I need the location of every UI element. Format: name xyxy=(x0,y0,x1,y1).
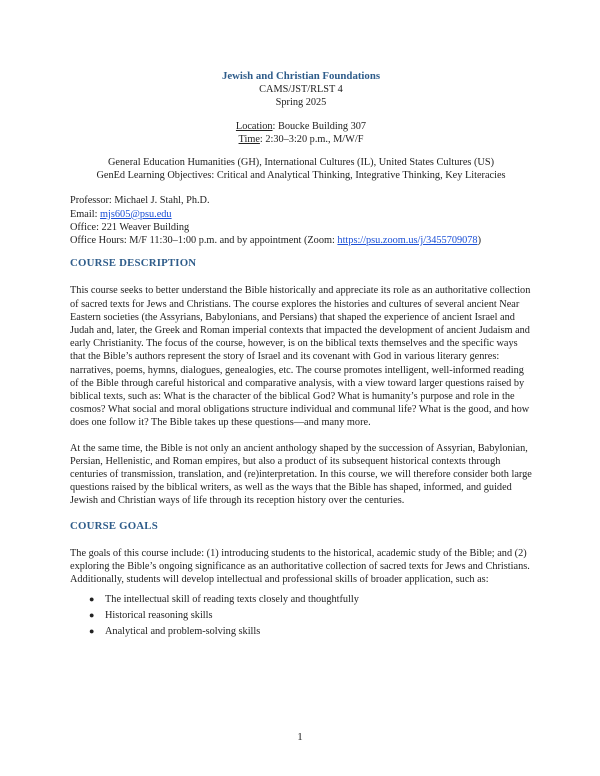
course-description-heading: COURSE DESCRIPTION xyxy=(70,257,197,270)
list-item xyxy=(89,625,532,638)
list-item-text: Historical reasoning skills xyxy=(105,609,213,621)
gen-ed-objectives: GenEd Learning Objectives: Critical and Analytical Thinking, Integrative Thinking, Key Literacies xyxy=(96,170,506,182)
course-code: CAMS/JST/RLST 4 xyxy=(259,84,343,96)
email-label: Email: xyxy=(70,208,101,220)
location-label: Location xyxy=(235,120,273,132)
course-time xyxy=(70,133,532,146)
email-link[interactable]: mjs605@psu.edu xyxy=(100,208,172,220)
zoom-link[interactable]: https://psu.zoom.us/j/3455709078 xyxy=(337,235,478,247)
office-location: Office: 221 Weaver Building xyxy=(70,221,190,233)
email-line xyxy=(70,208,532,221)
description-paragraph-1: This course seeks to better understand the Bible historically and appreciate its role as an authoritative collection of sacred texts for Jews and Christians. The course explores the histories and cultures of several ancient Near Eastern societies (the Assyrians, Babylonians, and Persians) that shaped the experience of ancient Israel and Judah and, later, the Greek and Roman imperial contexts that impacted the development of ancient Judaism and early Christianity. The focus of the course, however, is on the biblical texts themselves and the specific ways that the Bible’s authors represent the story of Israel and its covenant with God in various literary genres: narratives, poems, hymns, dialogues, genealogies, etc. The course promotes intelligent, well-informed reading of the Bible through careful historical and comparative analysis, with a view toward larger questions raised by biblical texts, such as: What is the character of the biblical God? What is humanity’s purpose and role in the cosmos? What social and moral obligations structure individual and communal life? What is the good, and how does one follow it? The Bible takes up these questions—and many more. xyxy=(70,285,531,429)
course-location xyxy=(70,120,532,133)
instructor-info xyxy=(70,194,532,247)
office-hours-close: ) xyxy=(477,235,482,247)
course-header xyxy=(70,70,532,182)
skills-list xyxy=(70,593,532,639)
description-paragraph-2: At the same time, the Bible is not only an ancient anthology shaped by the succession of Assyrian, Babylonian, Persian, Hellenistic, and Roman empires, but also a product of its subsequent historical contexts through centuries of transmission, translation, and (re)interpretation. In this course, we will therefore consider both large questions raised by the biblical writers, as well as the ways that the Bible has shaped, informed, and guided Jewish and Christian ways of life through its reception history over the centuries. xyxy=(70,442,532,507)
gen-ed-designations: General Education Humanities (GH), International Cultures (IL), United States Cultures (US) xyxy=(107,157,495,169)
list-item xyxy=(89,593,532,606)
bullet-icon: ● xyxy=(89,625,95,636)
course-title: Jewish and Christian Foundations xyxy=(221,70,381,82)
course-goals-heading: COURSE GOALS xyxy=(70,519,158,532)
office-hours xyxy=(70,234,532,247)
bullet-icon: ● xyxy=(89,609,95,620)
course-term: Spring 2025 xyxy=(275,97,327,109)
list-item xyxy=(89,609,532,622)
list-item-text: The intellectual skill of reading texts closely and thoughtfully xyxy=(105,593,359,605)
time-value: : 2:30–3:20 p.m., M/W/F xyxy=(259,133,364,145)
time-label: Time xyxy=(238,133,260,145)
professor-name: Professor: Michael J. Stahl, Ph.D. xyxy=(70,195,210,207)
goals-paragraph: The goals of this course include: (1) introducing students to the historical, academic study of the Bible; and (2) exploring the Bible’s ongoing significance as an authoritative collection of sacred texts for Jews and Christians. Additionally, students will develop intellectual and professional skills of broader application, such as: xyxy=(70,547,530,586)
list-item-text: Analytical and problem-solving skills xyxy=(105,625,261,637)
office-hours-text: Office Hours: M/F 11:30–1:00 p.m. and by appointment (Zoom: xyxy=(70,235,338,247)
location-value: : Boucke Building 307 xyxy=(272,120,367,132)
bullet-icon: ● xyxy=(89,593,95,604)
page-number: 1 xyxy=(297,731,303,743)
